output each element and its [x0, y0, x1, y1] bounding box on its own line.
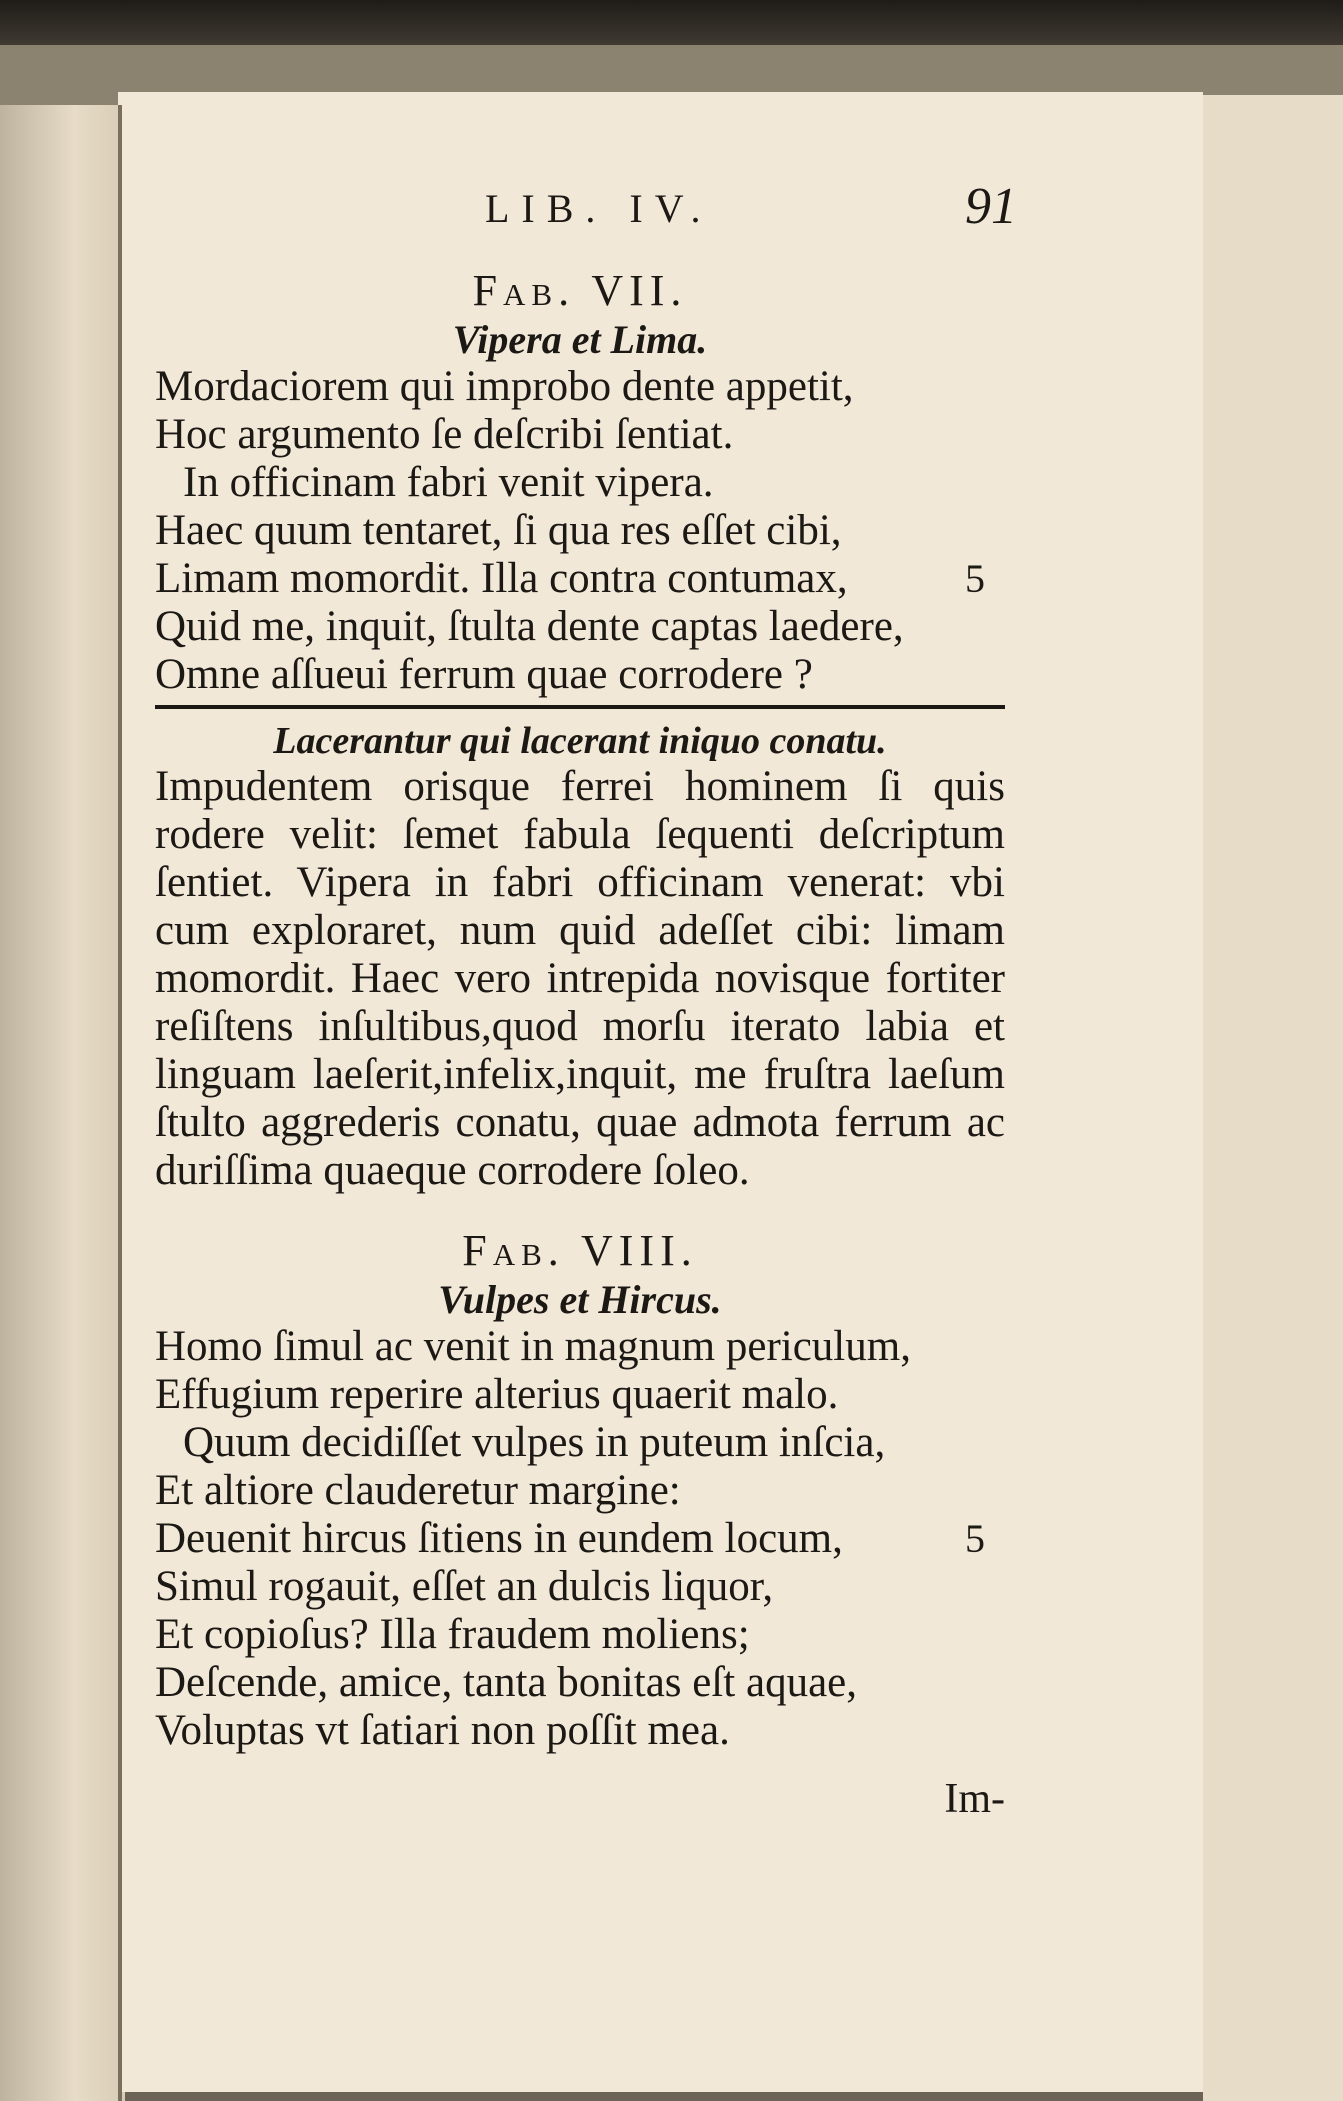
fable-7-heading: Fab. VII. — [472, 266, 688, 315]
fable-7-verses — [155, 363, 1005, 699]
verse-line: Voluptas vt ſatiari non poſſit mea. — [155, 1707, 730, 1754]
verse-line: Hoc argumento ſe deſcribi ſentiat. — [155, 411, 734, 458]
verse-line — [155, 1515, 1005, 1563]
verse-line: Mordaciorem qui improbo dente appetit, — [155, 363, 854, 410]
verse-line: Homo ſimul ac venit in magnum periculum, — [155, 1323, 911, 1370]
line-number-marker: 5 — [965, 556, 985, 601]
gutter — [118, 105, 122, 2101]
fable-8-title: Vulpes et Hircus. — [438, 1277, 722, 1322]
verse-line: Quum decidiſſet vulpes in puteum inſcia, — [183, 1419, 886, 1466]
running-head: LIB. IV. — [485, 186, 713, 231]
verse-line: In officinam fabri venit vipera. — [183, 459, 714, 506]
verse-line: Haec quum tentaret, ſi qua res eſſet cibi, — [155, 507, 842, 554]
verse-line: Quid me, inquit, ſtulta dente captas laedere, — [155, 603, 904, 650]
verse-line: Et copioſus? Illa fraudem moliens; — [155, 1611, 750, 1658]
fable-7-prose — [155, 763, 1005, 1195]
prose-paragraph: Impudentem orisque ferrei hominem ſi quis rodere velit: ſemet fabula ſequenti deſcriptum ſentiet. Vipera in fabri officinam venerat: vbi cum exploraret, num quid adeſſet cibi: limam momordit. Haec vero intrepida novisque fortiter reſiſtens inſultibus,quod morſu iterato labia et linguam laeſerit,infelix,inquit, me fruſtra laeſum ſtulto aggrederis conatu, quae admota ferrum ac duriſſima quaeque corrodere ſoleo. — [155, 763, 1005, 1194]
verse-line: Deſcende, amice, tanta bonitas eſt aquae, — [155, 1659, 858, 1706]
section-rule — [155, 705, 1005, 709]
verse-text: Deuenit hircus ſitiens in eundem locum, — [155, 1515, 843, 1562]
verse-text: Limam momordit. Illa contra contumax, — [155, 555, 848, 602]
catchword: Im- — [944, 1776, 1005, 1822]
left-page-edge — [0, 105, 125, 2101]
fable-8-heading: Fab. VIII. — [462, 1226, 698, 1275]
page-content — [155, 178, 1017, 1823]
line-number-marker: 5 — [965, 1516, 985, 1561]
verse-line: Simul rogauit, eſſet an dulcis liquor, — [155, 1563, 774, 1610]
fable-8-verses — [155, 1323, 1005, 1755]
verse-line: Omne aſſueui ferrum quae corrodere ? — [155, 651, 813, 698]
right-page-edge — [1203, 95, 1343, 2101]
fable-7-moral: Lacerantur qui lacerant iniquo conatu. — [273, 720, 887, 762]
verse-line: Effugium reperire alterius quaerit malo. — [155, 1371, 839, 1418]
page-number: 91 — [965, 178, 1017, 235]
verse-line: Et altiore clauderetur margine: — [155, 1467, 681, 1514]
verse-line — [155, 555, 1005, 603]
fable-7-title: Vipera et Lima. — [452, 317, 708, 362]
